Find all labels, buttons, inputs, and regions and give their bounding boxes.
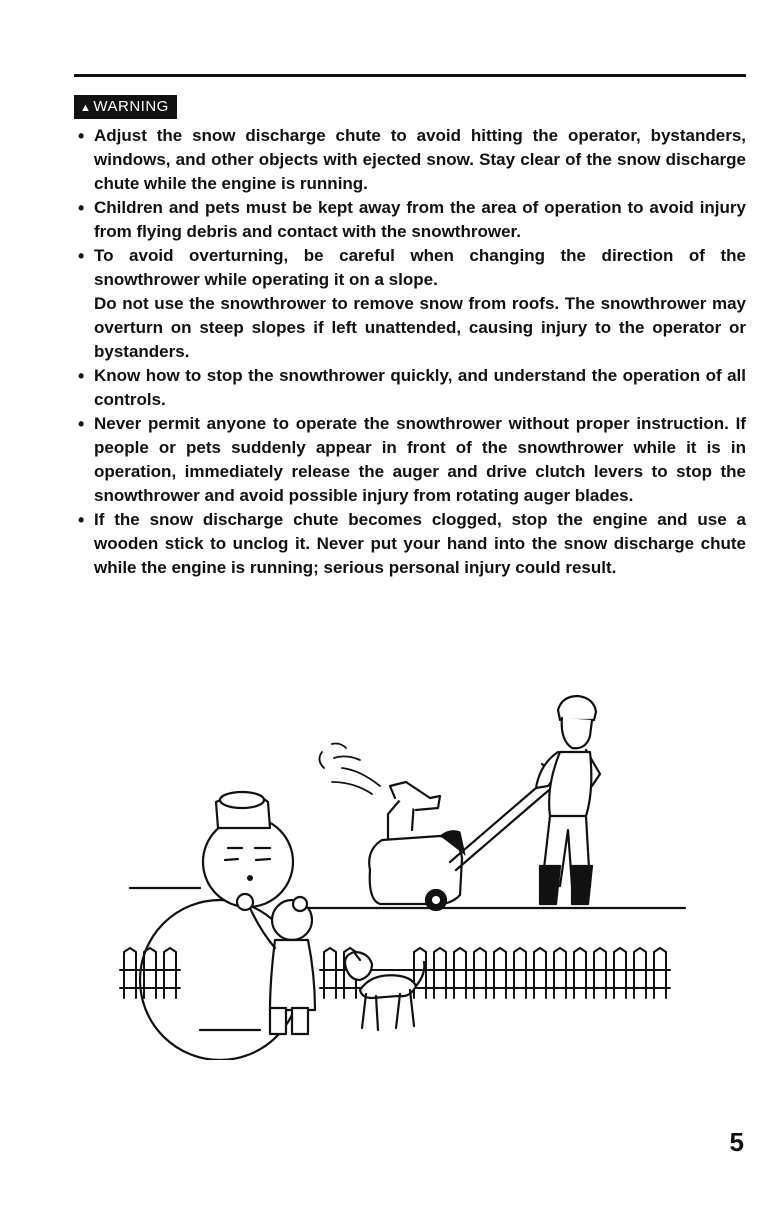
operator-figure	[536, 696, 600, 904]
bullet-icon: •	[78, 198, 85, 218]
item-text: Children and pets must be kept away from the area of operation to avoid injury from flying debris and contact with the snowthrower.	[94, 198, 746, 241]
warning-list	[78, 124, 746, 580]
list-item	[78, 124, 746, 196]
list-item	[78, 244, 746, 364]
bullet-icon: •	[78, 246, 85, 266]
top-rule	[74, 74, 746, 77]
bullet-icon: •	[78, 366, 85, 386]
item-text: If the snow discharge chute becomes clogged, stop the engine and use a wooden stick to unclog it. Never put your hand into the snow discharge chute while the engine is running; serious personal injury could result.	[94, 510, 746, 577]
item-text: Know how to stop the snowthrower quickly, and understand the operation of all controls.	[94, 366, 746, 409]
item-text: Never permit anyone to operate the snowthrower without proper instruction. If people or pets suddenly appear in front of the snowthrower while it is in operation, immediately release the auger and drive clutch levers to stop the snowthrower and avoid possible injury from rotating auger blades.	[94, 414, 746, 505]
list-item	[78, 508, 746, 580]
warning-triangle-icon: ▲	[80, 102, 92, 114]
item-extra-text: Do not use the snowthrower to remove snow from roofs. The snowthrower may overturn on steep slopes if left unattended, causing injury to the operator or bystanders.	[94, 294, 746, 361]
page-number: 5	[729, 1127, 744, 1157]
list-item	[78, 412, 746, 508]
bullet-icon: •	[78, 414, 85, 434]
item-text: To avoid overturning, be careful when changing the direction of the snowthrower while operating it on a slope.	[94, 246, 746, 289]
list-item	[78, 196, 746, 244]
list-item	[78, 364, 746, 412]
bullet-icon: •	[78, 126, 85, 146]
item-text: Adjust the snow discharge chute to avoid hitting the operator, bystanders, windows, and other objects with ejected snow. Stay clear of the snow discharge chute while the engine is running.	[94, 126, 746, 193]
bullet-icon: •	[78, 510, 85, 530]
warning-badge	[74, 95, 177, 119]
warning-label: WARNING	[93, 98, 169, 115]
snowthrower-machine	[369, 764, 554, 910]
safety-illustration	[110, 690, 690, 1060]
ejected-snow-spray	[319, 744, 380, 795]
